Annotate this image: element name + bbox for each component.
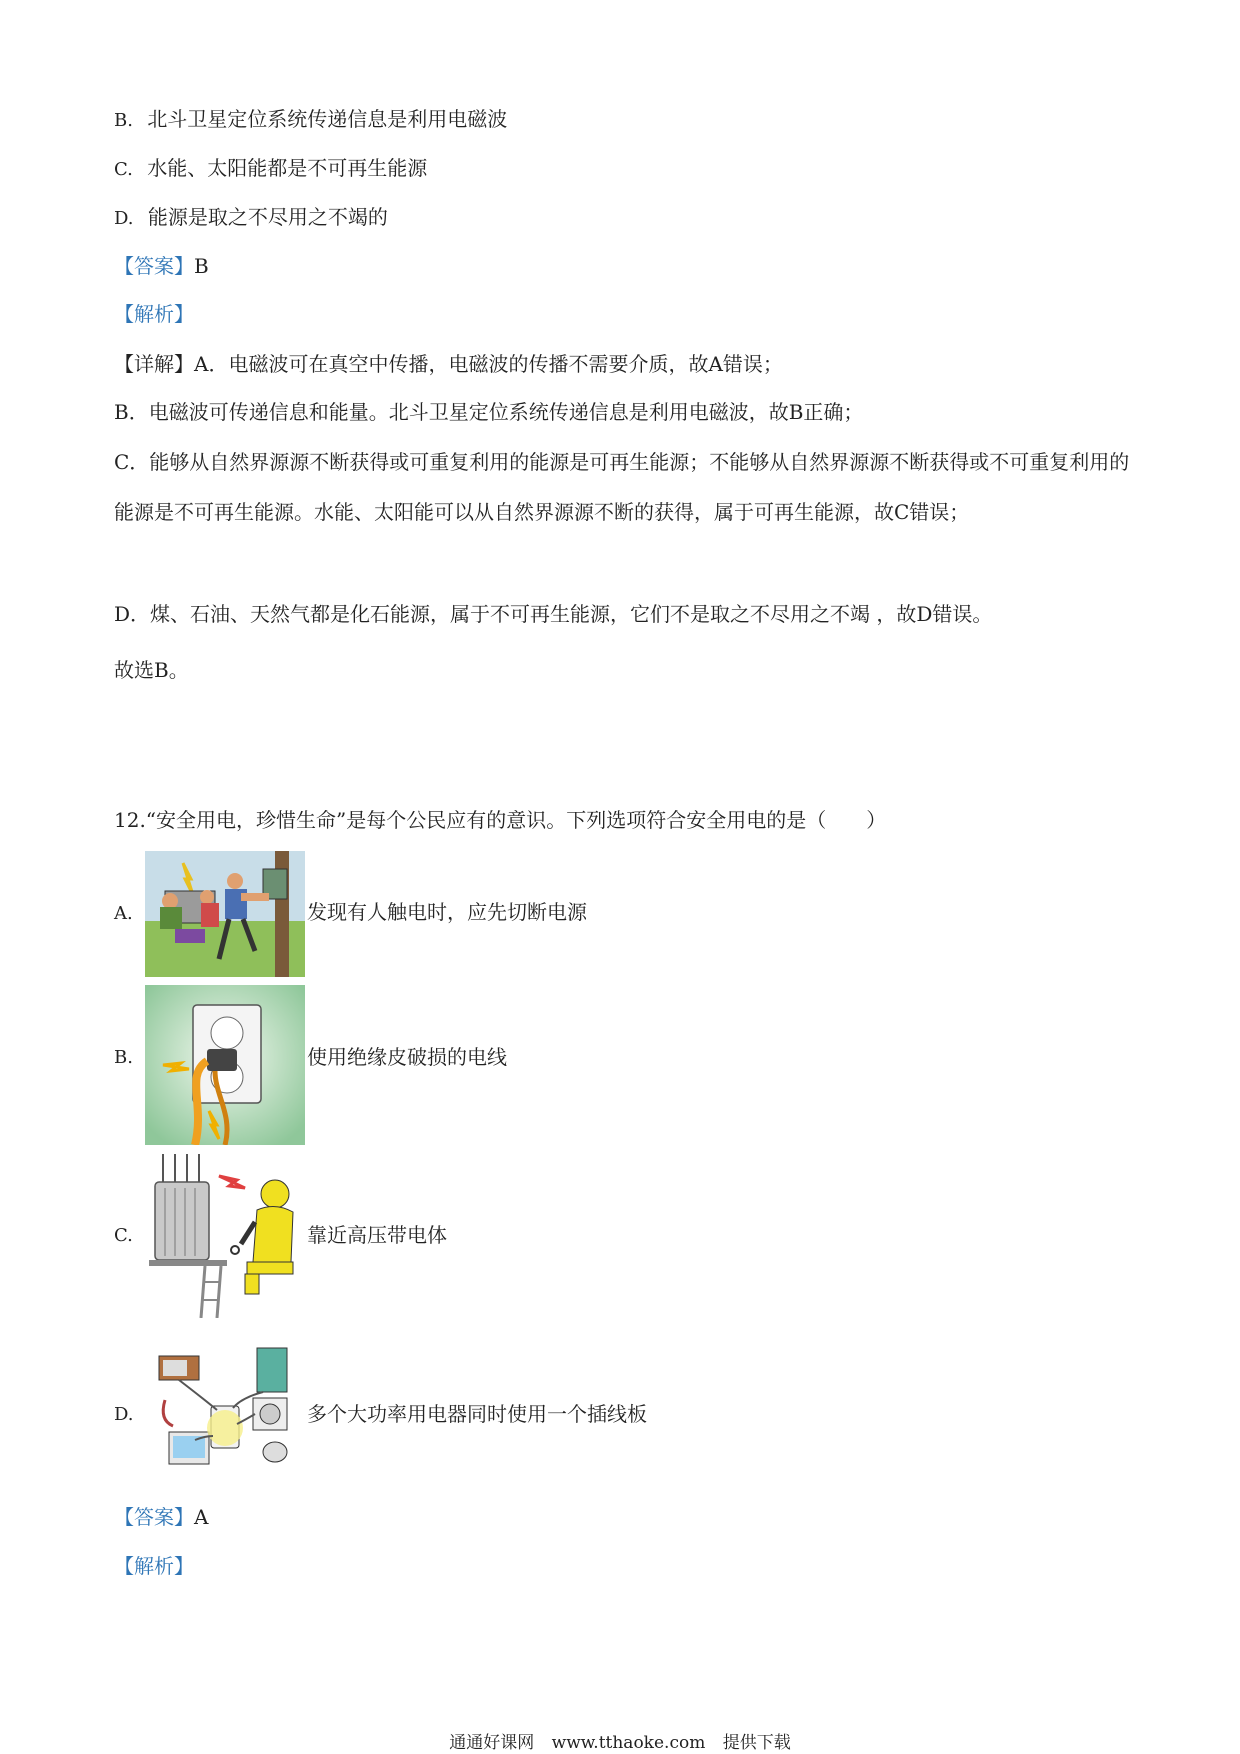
option-d-line [114,203,388,233]
option-b-line [114,105,507,135]
option-text: 水能、太阳能都是不可再生能源 [147,156,428,180]
analysis-tag: 【解析】 [114,1554,194,1578]
detail-paragraph-c [114,437,1134,537]
option-d-letter: D. [114,1404,134,1425]
page-footer [0,1732,1240,1754]
detail-text: D．煤、石油、天然气都是化石能源，属于不可再生能源，它们不是取之不尽用之不竭 ，故D错误。 [114,602,993,626]
option-letter: B. [114,110,133,131]
option-a-text: 发现有人触电时，应先切断电源 [307,900,587,924]
option-text: 能源是取之不尽用之不竭的 [147,205,388,229]
footer-note: 提供下载 [722,1733,791,1753]
option-letter: D. [114,208,134,229]
question-12-stem [114,806,886,834]
detail-line-d [114,600,992,628]
detail-line-b [114,398,863,426]
transformer-icon [145,1152,305,1318]
answer-line [114,252,209,280]
option-a-image [145,851,305,977]
option-b-text: 使用绝缘皮破损的电线 [307,1045,507,1069]
analysis-line [114,300,194,328]
option-c-text: 靠近高压带电体 [307,1223,447,1247]
detail-text: A．电磁波可在真空中传播，电磁波的传播不需要介质，故A错误； [194,352,783,376]
answer-tag: 【答案】 [114,254,194,278]
option-letter: C. [114,159,133,180]
option-d-image [145,1340,305,1478]
footer-site-name: 通通好课网 [449,1733,535,1753]
answer-value: B [194,254,209,278]
option-text: 北斗卫星定位系统传递信息是利用电磁波 [147,107,508,131]
option-a-letter: A. [114,903,133,924]
analysis-tag: 【解析】 [114,302,194,326]
answer-tag: 【答案】 [114,1505,194,1529]
answer-value: A [194,1505,209,1529]
footer-url[interactable]: www.tthaoke.com [551,1733,706,1753]
option-b-letter: B. [114,1047,133,1068]
question-stem-text: 12.“安全用电，珍惜生命”是每个公民应有的意识。下列选项符合安全用电的是（ ） [114,808,887,832]
option-d-text: 多个大功率用电器同时使用一个插线板 [307,1402,647,1426]
option-b-image [145,985,305,1145]
q12-analysis-line [114,1552,194,1580]
power-strip-icon [145,1340,305,1478]
q12-answer-line [114,1503,208,1531]
option-c-line [114,154,427,184]
conclusion-text: 故选B。 [114,658,189,682]
detail-text: B．电磁波可传递信息和能量。北斗卫星定位系统传递信息是利用电磁波，故B正确； [114,400,864,424]
option-c-letter: C. [114,1225,133,1246]
detail-tag: 【详解】 [114,352,194,376]
damaged-plug-icon [145,985,305,1145]
option-c-image [145,1152,305,1318]
conclusion-line [114,656,189,684]
detail-line-a [114,350,783,378]
detail-text: C．能够从自然界源源不断获得或可重复利用的能源是可再生能源；不能够从自然界源源不断获得或不可重复利用的能源是不可再生能源。水能、太阳能可以从自然界源源不断的获得，属于可再生能源，故C错误； [114,450,1130,524]
rescue-illustration-icon [145,851,305,977]
